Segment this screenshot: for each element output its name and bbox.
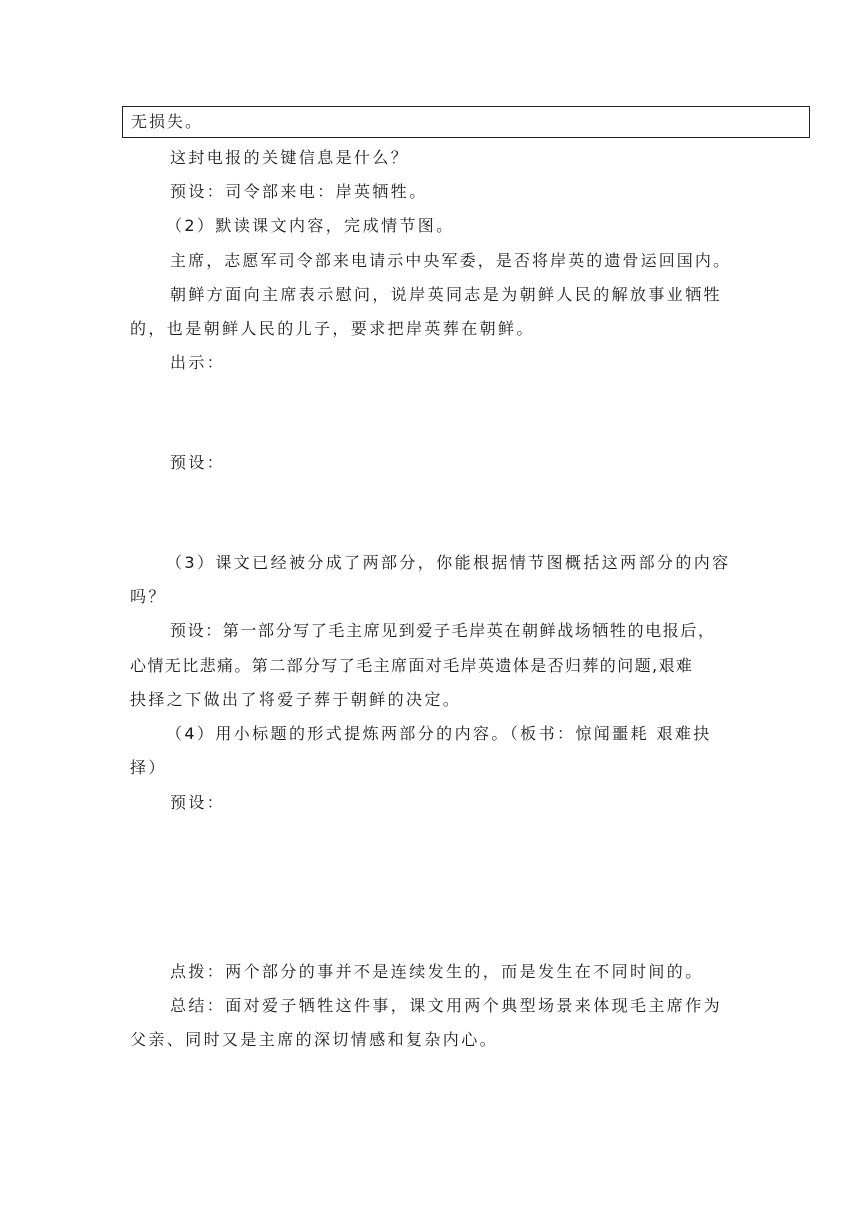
paragraph-line: 心情无比悲痛。第二部分写了毛主席面对毛岸英遗体是否归葬的问题,艰难 <box>130 656 694 675</box>
boxed-text: 无损失。 <box>131 112 204 131</box>
paragraph-line: 主席，志愿军司令部来电请示中央军委，是否将岸英的遗骨运回国内。 <box>170 251 732 270</box>
paragraph-line: 的，也是朝鲜人民的儿子，要求把岸英葬在朝鲜。 <box>130 319 535 338</box>
preset-answer-line: 预设：司令部来电：岸英牺牲。 <box>170 182 428 201</box>
paragraph-line: 朝鲜方面向主席表示慰问，说岸英同志是为朝鲜人民的解放事业牺牲 <box>170 285 723 304</box>
summary-line: 总结：面对爱子牺牲这件事，课文用两个典型场景来体现毛主席作为 <box>170 996 723 1015</box>
paragraph-line: 抉择之下做出了将爱子葬于朝鲜的决定。 <box>130 690 462 709</box>
hint-line: 点拨：两个部分的事并不是连续发生的，而是发生在不同时间的。 <box>170 962 704 981</box>
show-label: 出示： <box>170 353 226 372</box>
preset-answer-line: 预设：第一部分写了毛主席见到爱子毛岸英在朝鲜战场牺牲的电报后， <box>170 621 716 640</box>
task-4-line: （4）用小标题的形式提炼两部分的内容。（板书：惊闻噩耗 艰难抉 <box>166 724 712 743</box>
preset-label: 预设： <box>170 793 226 812</box>
paragraph-line: 父亲、同时又是主席的深切情感和复杂内心。 <box>130 1030 499 1049</box>
question-line: 这封电报的关键信息是什么？ <box>170 148 410 167</box>
paragraph-line: 择） <box>130 758 167 777</box>
preset-label: 预设： <box>170 453 226 472</box>
task-3-line: （3）课文已经被分成了两部分，你能根据情节图概括这两部分的内容 <box>166 553 731 572</box>
task-2-line: （2）默读课文内容，完成情节图。 <box>166 216 455 235</box>
boxed-text-frame <box>122 106 810 138</box>
paragraph-line: 吗？ <box>130 587 167 606</box>
